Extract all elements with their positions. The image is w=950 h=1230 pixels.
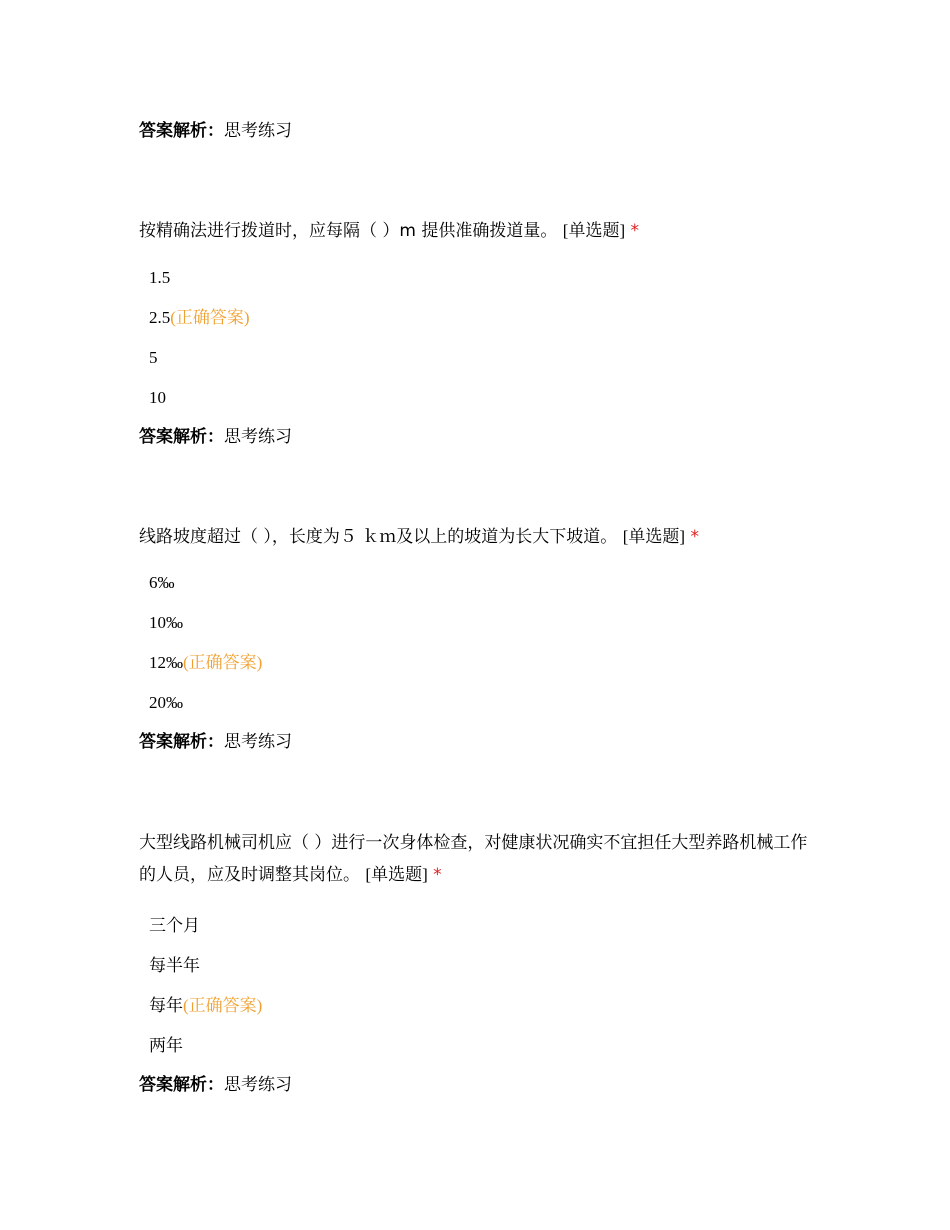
option-text: 12‰ bbox=[149, 653, 183, 672]
question-type: [单选题] bbox=[365, 865, 428, 884]
answer-analysis bbox=[139, 119, 292, 143]
analysis-label: 答案解析： bbox=[139, 427, 224, 447]
option-item bbox=[149, 306, 250, 330]
option-item bbox=[149, 691, 183, 715]
question-type: [单选题] bbox=[622, 527, 686, 546]
question-text: 大型线路机械司机应（ ）进行一次身体检查，对健康状况确实不宜担任大型养路机械工作的人员，应及时调整其岗位。 bbox=[139, 833, 808, 885]
answer-analysis bbox=[139, 1073, 292, 1097]
analysis-text: 思考练习 bbox=[224, 732, 292, 752]
option-item bbox=[149, 1034, 183, 1058]
option-text: 5 bbox=[149, 348, 158, 367]
correct-answer-tag bbox=[183, 653, 262, 673]
question-type: [单选题] bbox=[562, 221, 626, 240]
option-text: 10‰ bbox=[149, 613, 183, 632]
correct-answer-label: 正确答案 bbox=[175, 308, 244, 328]
option-item bbox=[149, 994, 262, 1018]
option-text: 每半年 bbox=[149, 956, 200, 976]
answer-analysis bbox=[139, 730, 292, 754]
option-text: 两年 bbox=[149, 1036, 183, 1056]
option-item bbox=[149, 266, 170, 290]
option-item bbox=[149, 386, 166, 410]
correct-close-paren: ) bbox=[256, 996, 263, 1015]
option-item bbox=[149, 346, 158, 370]
answer-analysis bbox=[139, 425, 292, 449]
option-text: 6‰ bbox=[149, 573, 175, 592]
option-item bbox=[149, 954, 200, 978]
option-item bbox=[149, 611, 183, 635]
correct-answer-tag bbox=[183, 996, 262, 1016]
analysis-text: 思考练习 bbox=[224, 1075, 292, 1095]
correct-answer-label: 正确答案 bbox=[188, 653, 257, 673]
required-mark: * bbox=[690, 527, 699, 547]
analysis-text: 思考练习 bbox=[224, 427, 292, 447]
correct-open-paren: ( bbox=[183, 996, 189, 1015]
correct-answer-tag bbox=[170, 308, 249, 328]
question-text: 按精确法进行拨道时，应每隔（ ）m 提供准确拨道量。 bbox=[139, 221, 558, 241]
option-item bbox=[149, 571, 175, 595]
correct-open-paren: ( bbox=[170, 308, 176, 327]
analysis-text: 思考练习 bbox=[224, 121, 292, 141]
option-item bbox=[149, 914, 200, 938]
question-stem bbox=[139, 215, 819, 247]
correct-answer-label: 正确答案 bbox=[188, 996, 257, 1016]
question-stem bbox=[139, 827, 819, 891]
option-item bbox=[149, 651, 262, 675]
question-stem bbox=[139, 521, 819, 553]
correct-close-paren: ) bbox=[243, 308, 250, 327]
analysis-label: 答案解析： bbox=[139, 121, 224, 141]
question-text: 线路坡度超过（ ），长度为５ ｋｍ及以上的坡道为长大下坡道。 bbox=[139, 527, 618, 547]
option-text: 10 bbox=[149, 388, 166, 407]
option-text: 20‰ bbox=[149, 693, 183, 712]
option-text: 每年 bbox=[149, 996, 183, 1016]
analysis-label: 答案解析： bbox=[139, 732, 224, 752]
option-text: 三个月 bbox=[149, 916, 200, 936]
required-mark: * bbox=[433, 865, 442, 885]
correct-open-paren: ( bbox=[183, 653, 189, 672]
required-mark: * bbox=[630, 221, 640, 241]
option-text: 1.5 bbox=[149, 268, 171, 287]
analysis-label: 答案解析： bbox=[139, 1075, 224, 1095]
correct-close-paren: ) bbox=[256, 653, 263, 672]
option-text: 2.5 bbox=[149, 308, 171, 327]
